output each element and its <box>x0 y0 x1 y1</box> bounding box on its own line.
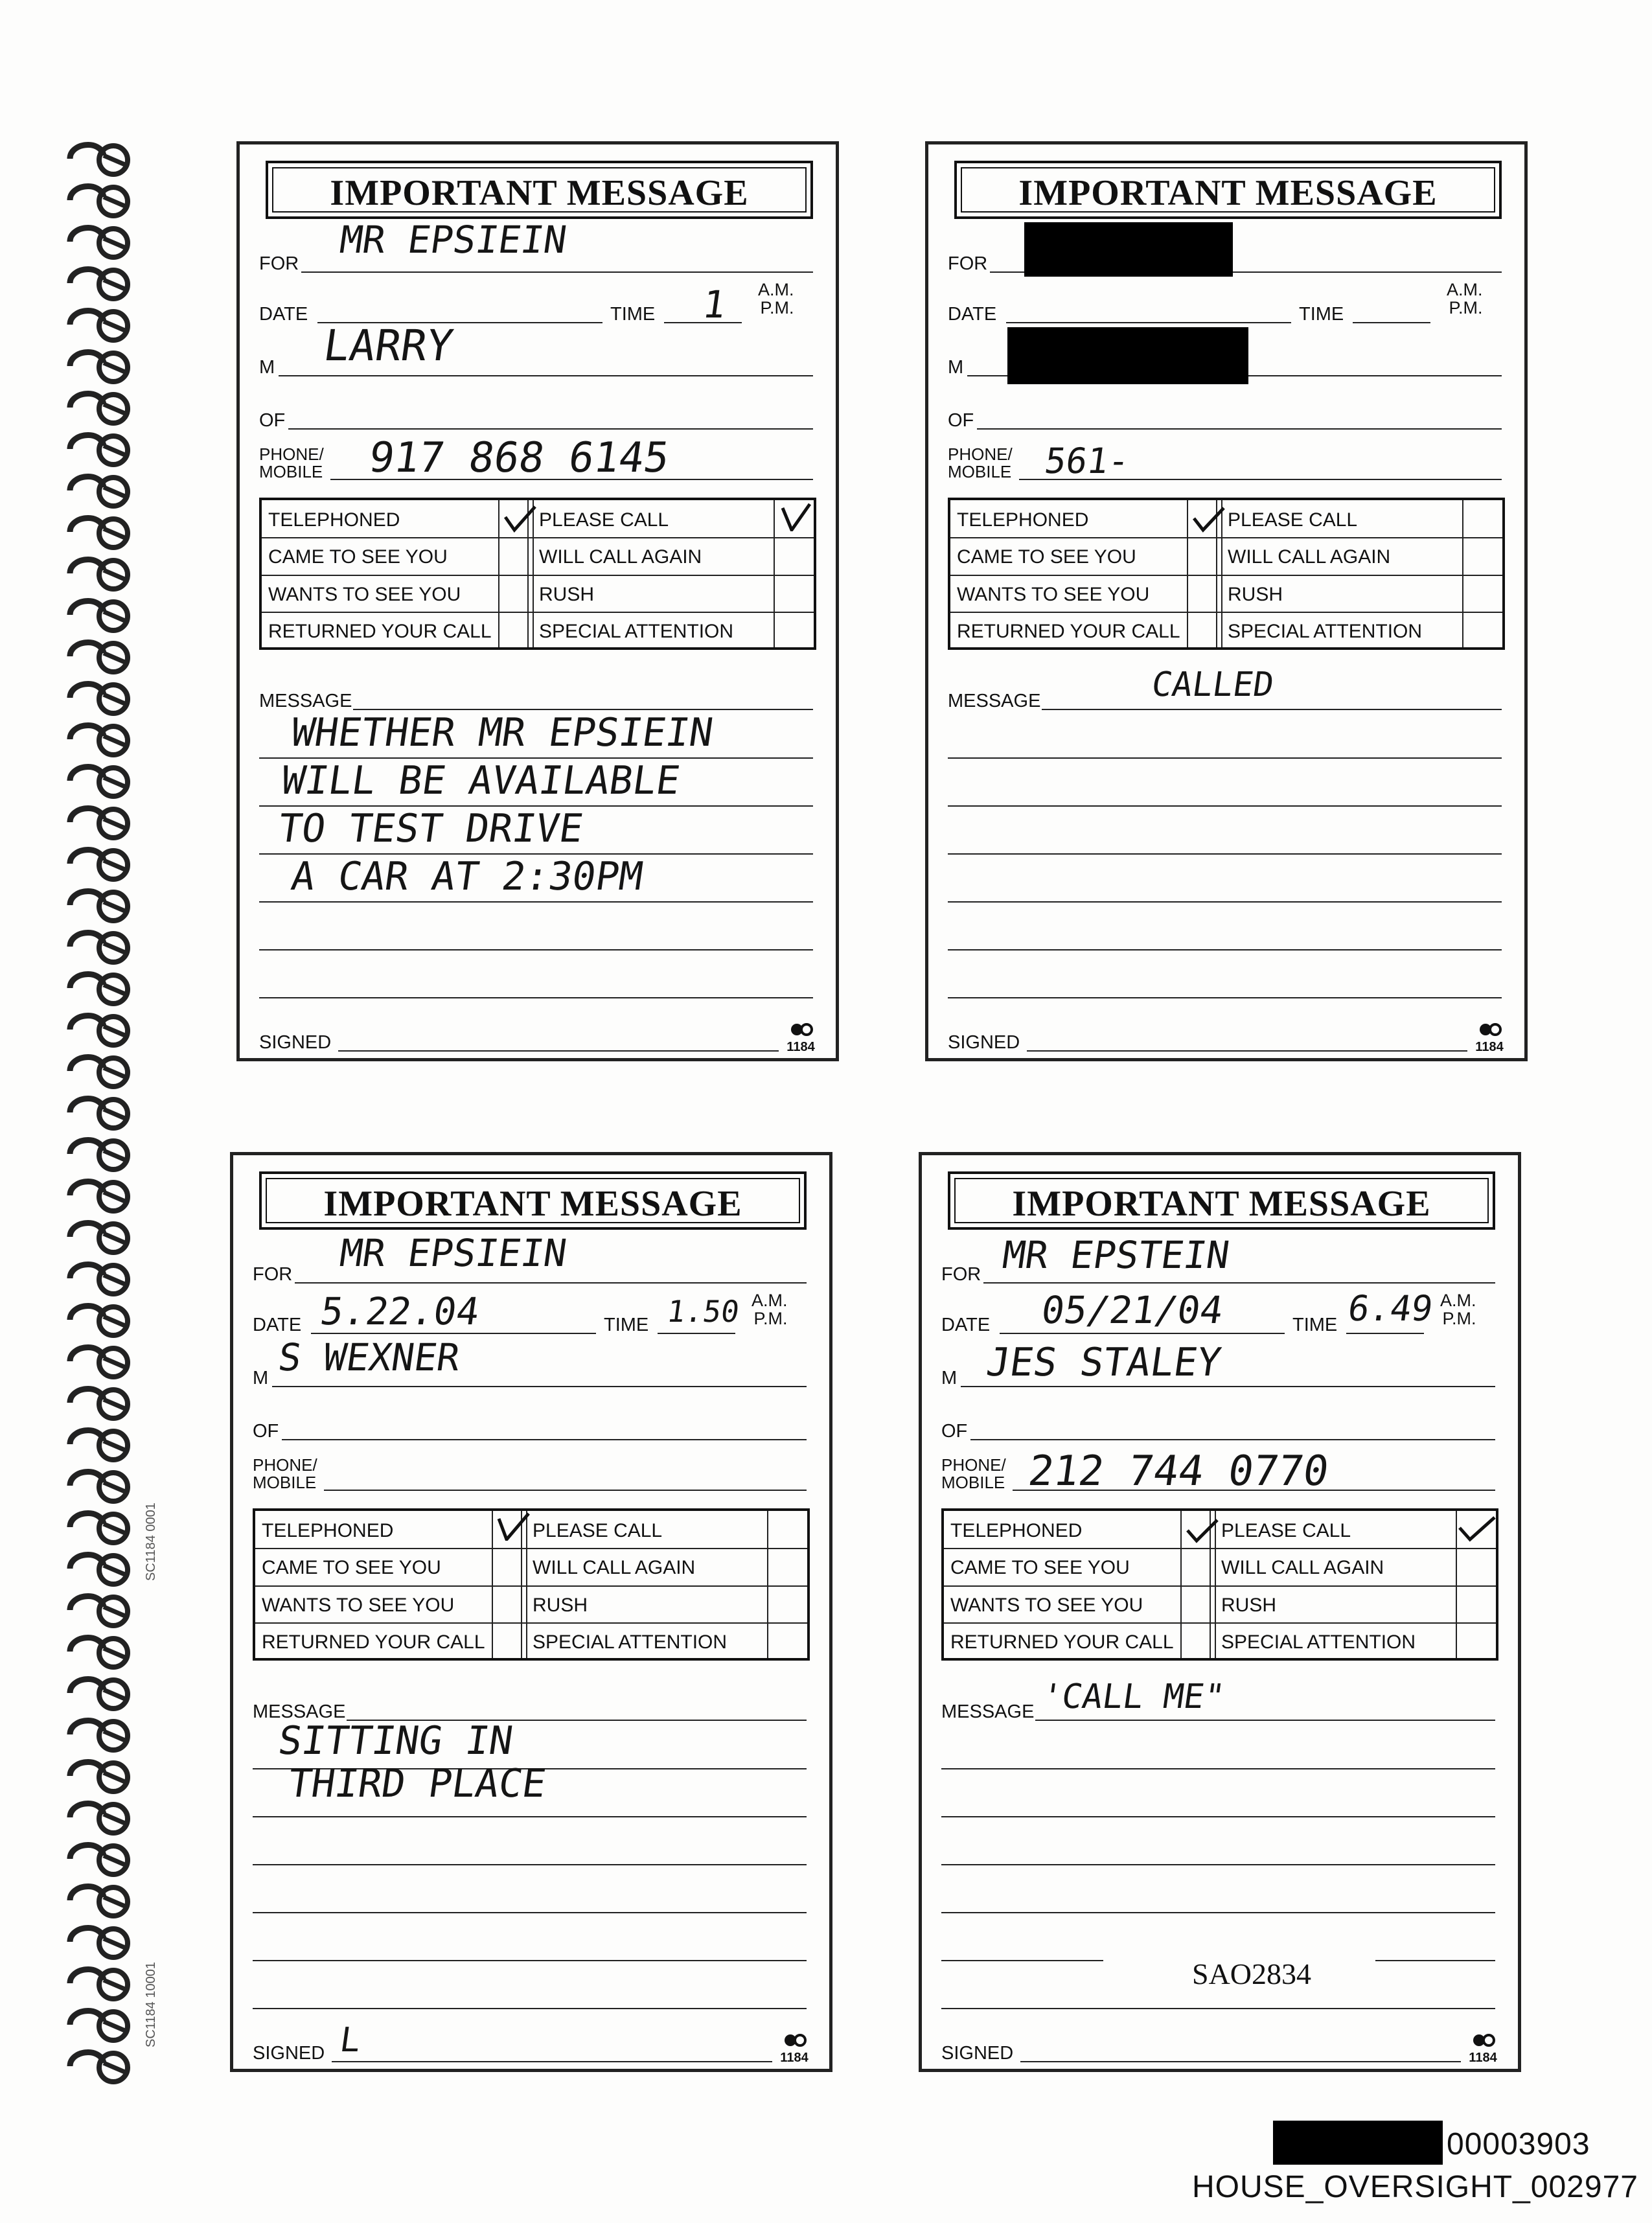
for-value: MR EPSIEIN <box>337 1231 569 1275</box>
rush-label: RUSH <box>539 584 595 605</box>
message-label: MESSAGE <box>948 691 1041 711</box>
form-number: 1184 <box>780 2051 809 2065</box>
telephoned-label: TELEPHONED <box>262 1520 394 1541</box>
house-oversight-id: HOUSE_OVERSIGHT_002977 <box>1192 2170 1638 2204</box>
footer-redaction-box <box>1273 2121 1443 2165</box>
date-value: 05/21/04 <box>1038 1288 1226 1332</box>
telephoned-label: TELEPHONED <box>950 1520 1083 1541</box>
came-to-see-you-label: CAME TO SEE YOU <box>957 546 1136 568</box>
checkbox-grid <box>941 1508 1498 1661</box>
message-line-1: SITTING IN <box>275 1718 516 1764</box>
message-line-2: THIRD PLACE <box>285 1761 549 1806</box>
time-value: 6.49 <box>1345 1288 1436 1329</box>
card-title: IMPORTANT MESSAGE <box>1018 173 1438 213</box>
came-to-see-you-label: CAME TO SEE YOU <box>268 546 448 568</box>
of-label: OF <box>948 410 974 431</box>
telephoned-checkmark-icon <box>503 504 538 533</box>
returned-your-call-label: RETURNED YOUR CALL <box>268 621 492 642</box>
am-pm-labels: A.M. P.M. <box>751 1291 788 1329</box>
checkbox-grid <box>259 498 816 650</box>
please-call-checkmark-icon <box>1457 1514 1497 1542</box>
time-value: 1.50 <box>665 1294 742 1329</box>
please-call-label: PLEASE CALL <box>1221 1520 1351 1541</box>
phone-value: 561- <box>1042 441 1132 481</box>
message-line-3: TO TEST DRIVE <box>275 806 586 851</box>
telephoned-label: TELEPHONED <box>268 509 400 531</box>
m-label: M <box>941 1368 958 1388</box>
signed-label: SIGNED <box>259 1032 332 1053</box>
message-label: MESSAGE <box>941 1701 1035 1722</box>
card-header <box>266 161 813 219</box>
time-label: TIME <box>604 1315 649 1335</box>
wants-to-see-you-label: WANTS TO SEE YOU <box>268 584 461 605</box>
special-attention-label: SPECIAL ATTENTION <box>539 621 734 642</box>
will-call-again-label: WILL CALL AGAIN <box>533 1557 696 1578</box>
message-line-1: WHETHER MR EPSIEIN <box>288 710 717 755</box>
am-pm-labels: A.M. P.M. <box>1440 1291 1476 1329</box>
bates-number: 00003903 <box>1447 2127 1590 2161</box>
for-value: MR EPSTEIN <box>1000 1233 1232 1277</box>
time-label: TIME <box>610 304 656 325</box>
date-label: DATE <box>253 1315 302 1335</box>
date-label: DATE <box>259 304 308 325</box>
returned-your-call-label: RETURNED YOUR CALL <box>950 1631 1174 1653</box>
telephoned-checkmark-icon <box>496 1512 531 1541</box>
of-label: OF <box>259 410 286 431</box>
telephoned-checkmark-icon <box>1185 1515 1220 1543</box>
date-value: 5.22.04 <box>317 1289 483 1333</box>
checkbox-grid <box>948 498 1505 650</box>
of-label: OF <box>941 1421 968 1442</box>
mobile-label: MOBILE <box>259 462 323 481</box>
am-pm-labels: A.M. P.M. <box>758 280 794 318</box>
adams-logo-icon <box>783 2031 807 2048</box>
for-label: FOR <box>941 1264 981 1285</box>
telephoned-checkmark-icon <box>1191 504 1226 533</box>
card-title: IMPORTANT MESSAGE <box>323 1184 742 1224</box>
came-to-see-you-label: CAME TO SEE YOU <box>262 1557 441 1578</box>
date-label: DATE <box>941 1315 991 1335</box>
message-line-1: CALLED <box>1149 665 1277 704</box>
am-pm-labels: A.M. P.M. <box>1447 280 1483 318</box>
please-call-checkmark-icon <box>779 503 814 531</box>
m-value: LARRY <box>320 321 457 371</box>
please-call-label: PLEASE CALL <box>539 509 669 531</box>
phone-value: 917 868 6145 <box>365 434 672 482</box>
please-call-label: PLEASE CALL <box>1228 509 1358 531</box>
phone-label: PHONE/ <box>259 444 324 464</box>
time-value: 1 <box>700 282 729 327</box>
message-line-4: A CAR AT 2:30PM <box>288 854 646 899</box>
phone-label: PHONE/ <box>253 1455 317 1475</box>
card-header <box>954 161 1502 219</box>
mobile-label: MOBILE <box>941 1473 1005 1492</box>
card-title: IMPORTANT MESSAGE <box>1012 1184 1431 1224</box>
message-label: MESSAGE <box>259 691 352 711</box>
returned-your-call-label: RETURNED YOUR CALL <box>262 1631 485 1653</box>
rush-label: RUSH <box>1228 584 1283 605</box>
special-attention-label: SPECIAL ATTENTION <box>533 1631 728 1653</box>
m-label: M <box>253 1368 269 1388</box>
form-number: 1184 <box>786 1040 815 1054</box>
card-title: IMPORTANT MESSAGE <box>330 173 749 213</box>
side-code-lower: SC1184 10001 <box>144 1962 158 2047</box>
signed-label: SIGNED <box>948 1032 1020 1053</box>
wants-to-see-you-label: WANTS TO SEE YOU <box>950 1595 1143 1616</box>
message-label: MESSAGE <box>253 1701 346 1722</box>
date-label: DATE <box>948 304 997 325</box>
message-line-2: WILL BE AVAILABLE <box>279 758 683 803</box>
signed-value: L <box>337 2021 363 2060</box>
phone-value: 212 744 0770 <box>1025 1447 1332 1495</box>
returned-your-call-label: RETURNED YOUR CALL <box>957 621 1180 642</box>
checkbox-grid <box>253 1508 810 1661</box>
form-number: 1184 <box>1475 1040 1504 1054</box>
time-label: TIME <box>1299 304 1344 325</box>
special-attention-label: SPECIAL ATTENTION <box>1221 1631 1416 1653</box>
m-value: JES STALEY <box>983 1340 1224 1385</box>
m-label: M <box>948 357 964 378</box>
redaction-box <box>1024 222 1233 277</box>
m-value: S WEXNER <box>275 1335 463 1379</box>
for-label: FOR <box>948 253 988 274</box>
phone-label: PHONE/ <box>941 1455 1006 1475</box>
special-attention-label: SPECIAL ATTENTION <box>1228 621 1423 642</box>
message-card-1 <box>236 141 839 1061</box>
signed-label: SIGNED <box>253 2043 325 2064</box>
card-header <box>948 1171 1495 1230</box>
message-card-3 <box>230 1152 832 2072</box>
please-call-label: PLEASE CALL <box>533 1520 663 1541</box>
spiral-binding-icon <box>65 139 168 2109</box>
adams-logo-icon <box>1471 2031 1496 2048</box>
signed-label: SIGNED <box>941 2043 1014 2064</box>
rush-label: RUSH <box>533 1595 588 1616</box>
document-stamp: SAO2834 <box>1192 1957 1312 1990</box>
for-value: MR EPSIEIN <box>337 218 569 262</box>
of-label: OF <box>253 1421 279 1442</box>
wants-to-see-you-label: WANTS TO SEE YOU <box>957 584 1150 605</box>
message-card-4 <box>919 1152 1521 2072</box>
mobile-label: MOBILE <box>948 462 1012 481</box>
for-label: FOR <box>259 253 299 274</box>
adams-logo-icon <box>1478 1020 1502 1037</box>
wants-to-see-you-label: WANTS TO SEE YOU <box>262 1595 455 1616</box>
will-call-again-label: WILL CALL AGAIN <box>1221 1557 1384 1578</box>
redaction-box <box>1007 327 1248 384</box>
rush-label: RUSH <box>1221 1595 1277 1616</box>
message-line-1: 'CALL ME" <box>1038 1677 1227 1716</box>
telephoned-label: TELEPHONED <box>957 509 1089 531</box>
phone-label: PHONE/ <box>948 444 1013 464</box>
will-call-again-label: WILL CALL AGAIN <box>539 546 702 568</box>
came-to-see-you-label: CAME TO SEE YOU <box>950 1557 1130 1578</box>
mobile-label: MOBILE <box>253 1473 317 1492</box>
time-label: TIME <box>1292 1315 1338 1335</box>
message-card-2 <box>925 141 1528 1061</box>
card-header <box>259 1171 807 1230</box>
m-label: M <box>259 357 275 378</box>
side-code-upper: SC1184 0001 <box>144 1503 158 1581</box>
for-label: FOR <box>253 1264 293 1285</box>
form-number: 1184 <box>1469 2051 1497 2065</box>
adams-logo-icon <box>789 1020 814 1037</box>
will-call-again-label: WILL CALL AGAIN <box>1228 546 1391 568</box>
